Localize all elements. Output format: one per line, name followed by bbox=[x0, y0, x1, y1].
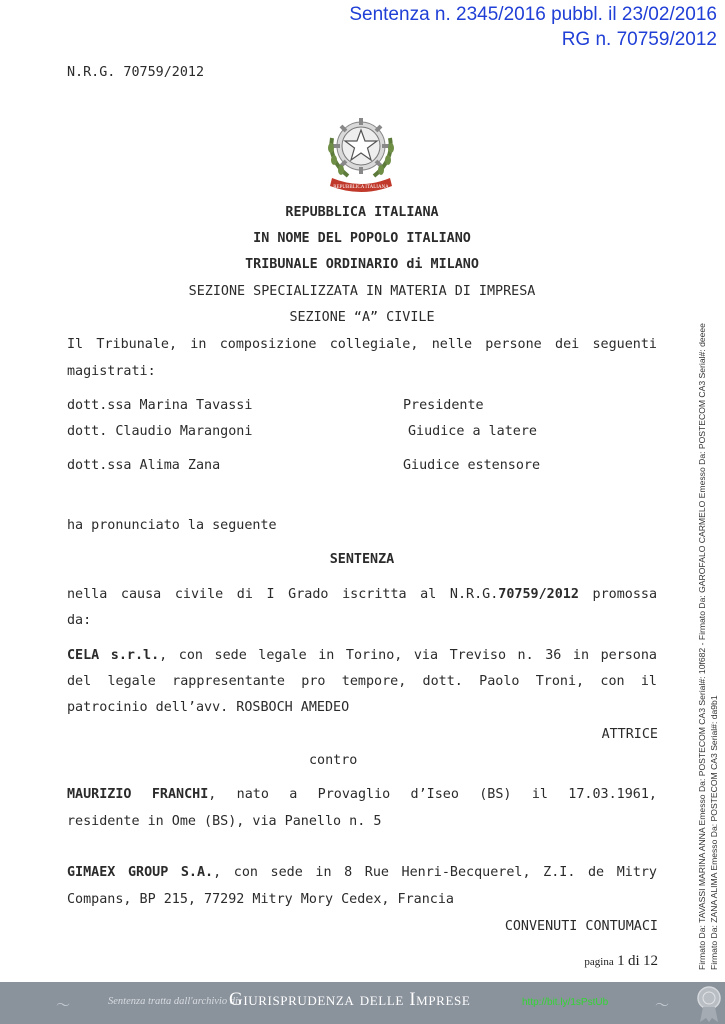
defendant1-birth: , nato a Provaglio d’Iseo (BS) il 17.03.1961, bbox=[208, 787, 657, 802]
signature-line: Firmato Da: ZANA ALIMA Emesso Da: POSTECOM CA3 Serial#: da9b1 bbox=[709, 695, 719, 970]
wave-ornament-icon: 〜 bbox=[56, 998, 70, 1014]
pronounced-line: ha pronunciato la seguente bbox=[67, 518, 277, 533]
signature-line: Firmato Da: TAVASSI MARINA ANNA Emesso Da: POSTECOM CA3 Serial#: 10f682 - Firmato Da: GAROFALO CARMELO Emesso Da: POSTECOM CA3 Serial#: deeee bbox=[697, 323, 707, 970]
footer-link[interactable]: http://bit.ly/1sPstUb bbox=[522, 997, 609, 1008]
defendant2-name: GIMAEX GROUP S.A. bbox=[67, 865, 214, 880]
plaintiff-address: , con sede legale in Torino, via Treviso n. 36 in persona bbox=[159, 648, 657, 663]
sentenza-heading: SENTENZA bbox=[329, 552, 395, 567]
judge-name: dott.ssa Alima Zana bbox=[67, 458, 221, 473]
title-repubblica: REPUBBLICA ITALIANA bbox=[285, 205, 439, 220]
footer-brand: Giurisprudenza delle Imprese bbox=[229, 989, 471, 1010]
causa-line bbox=[67, 587, 657, 602]
defendant1-name: MAURIZIO FRANCHI bbox=[67, 787, 209, 802]
judge-name: dott. Claudio Marangoni bbox=[67, 424, 253, 439]
footer-tagline: Sentenza tratta dall'archivio di bbox=[108, 996, 238, 1007]
plaintiff-name: CELA s.r.l. bbox=[67, 648, 160, 663]
rg-number: RG n. 70759/2012 bbox=[561, 29, 717, 50]
page-label: pagina bbox=[584, 956, 614, 968]
page-total: 12 bbox=[643, 953, 658, 969]
defendant2-line1 bbox=[67, 865, 657, 880]
contro-label: contro bbox=[309, 753, 358, 768]
archive-footer bbox=[0, 982, 725, 1024]
page-current: 1 bbox=[617, 953, 625, 969]
causa-da: da: bbox=[67, 613, 92, 628]
sentenza-number: Sentenza n. 2345/2016 pubbl. il 23/02/2016 bbox=[349, 4, 717, 25]
plaintiff-line1 bbox=[67, 648, 657, 663]
wave-ornament-icon: 〜 bbox=[655, 998, 669, 1014]
page-of: di bbox=[627, 953, 640, 969]
plaintiff-line3: patrocinio dell’avv. ROSBOCH AMEDEO bbox=[67, 700, 350, 715]
plaintiff-role: ATTRICE bbox=[601, 727, 658, 742]
emblem-icon bbox=[322, 108, 400, 194]
causa-number: 70759/2012 bbox=[498, 587, 579, 602]
section-impresa: SEZIONE SPECIALIZZATA IN MATERIA DI IMPRESA bbox=[188, 284, 536, 299]
judge-role: Giudice estensore bbox=[403, 458, 541, 473]
page-number bbox=[584, 953, 658, 970]
judge-role: Presidente bbox=[403, 398, 484, 413]
title-popolo: IN NOME DEL POPOLO ITALIANO bbox=[253, 231, 471, 246]
plaintiff-line2: del legale rappresentante pro tempore, dott. Paolo Troni, con il bbox=[67, 674, 657, 689]
section-civile: SEZIONE “A” CIVILE bbox=[289, 310, 435, 325]
judge-role: Giudice a latere bbox=[408, 424, 537, 439]
emblem-ribbon-text: REPUBBLICA ITALIANA bbox=[333, 185, 389, 190]
defendant1-line1 bbox=[67, 787, 657, 802]
title-tribunale: TRIBUNALE ORDINARIO di MILANO bbox=[245, 257, 479, 272]
defendant1-line2: residente in Ome (BS), via Panello n. 5 bbox=[67, 814, 382, 829]
judge-name: dott.ssa Marina Tavassi bbox=[67, 398, 253, 413]
intro-paragraph-line2: magistrati: bbox=[67, 364, 156, 379]
intro-text: Il Tribunale, in composizione collegiale, nelle persone dei seguenti bbox=[67, 337, 657, 352]
causa-promossa: promossa bbox=[578, 587, 658, 602]
defendant2-address: , con sede in 8 Rue Henri-Becquerel, Z.I. de Mitry bbox=[213, 865, 657, 880]
causa-text: nella causa civile di I Grado iscritta al N.R.G. bbox=[67, 587, 499, 602]
digital-signatures bbox=[696, 323, 720, 970]
defendant2-line2: Compans, BP 215, 77292 Mitry Mory Cedex, Francia bbox=[67, 892, 454, 907]
seal-icon bbox=[694, 984, 724, 1024]
intro-paragraph-line1 bbox=[67, 337, 657, 352]
nrg-label: N.R.G. 70759/2012 bbox=[67, 65, 205, 80]
defendants-role: CONVENUTI CONTUMACI bbox=[504, 919, 658, 934]
